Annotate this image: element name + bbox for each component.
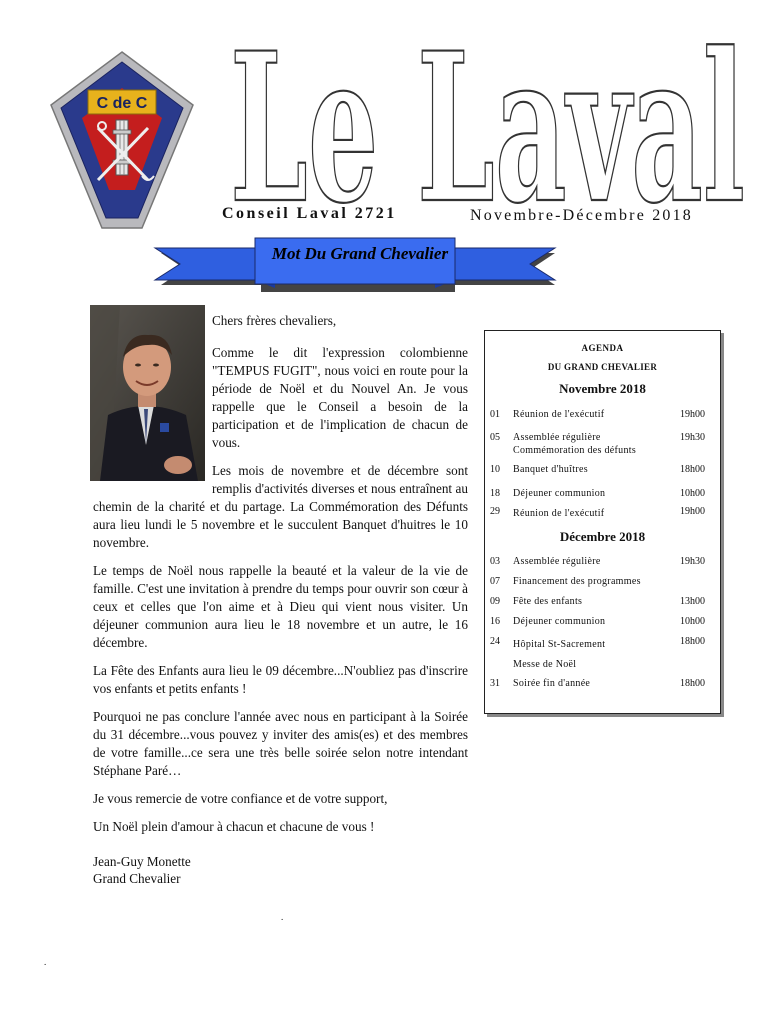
agenda-day: 01 <box>490 409 500 420</box>
agenda-time: 19h30 <box>680 556 705 567</box>
signature-name: Jean-Guy Monette <box>93 854 191 869</box>
agenda-time: 18h00 <box>680 636 705 647</box>
letter-paragraph: Comme le dit l'expression colombienne "TEMPUS FUGIT", nous voici en route pour la période de Noël et du Nouvel An. Je vous rappelle que le Conseil a besoin de la participation et de l'implication de chacun de vous. <box>212 345 468 450</box>
banner-heading: Mot Du Grand Chevalier <box>271 244 449 263</box>
agenda-event <box>513 635 673 675</box>
agenda-event: Assemblée régulière <box>513 556 601 567</box>
agenda-event: Réunion de l'exécutif <box>513 508 605 519</box>
council-logo <box>50 50 195 230</box>
agenda-day: 18 <box>490 488 500 499</box>
signature-title: Grand Chevalier <box>93 871 181 886</box>
agenda-day: 24 <box>490 636 500 647</box>
letter-paragraph: Le temps de Noël nous rappelle la beauté et la valeur de la vie de famille. C'est une invitation à prendre du temps pour ouvrir son cœur à ceux et celles que l'on aime et à Dieu qui vient nous visiter. Un déjeuner communion aura lieu le 18 novembre et un autre, le 16 décembre. <box>93 563 468 650</box>
letter-paragraph: Les mois de novembre et de décembre sont remplis d'activités diverses et nous entraînent au chemin de la charité et du partage. La Commémoration des Défunts aura lieu lundi le 5 novembre et le succulent Banquet d'huitres le 10 novembre. <box>93 463 468 550</box>
svg-text:Le Laval: Le Laval <box>230 22 745 217</box>
agenda-day: 05 <box>490 432 500 443</box>
letter-closing: Un Noël plein d'amour à chacun et chacune de vous ! <box>93 819 375 834</box>
letter-paragraph: Je vous remercie de votre confiance et de votre support, <box>93 791 388 806</box>
agenda-time: 13h00 <box>680 596 705 607</box>
agenda-subtitle: DU GRAND CHEVALIER <box>547 362 658 372</box>
letter-paragraph: La Fête des Enfants aura lieu le 09 décembre...N'oubliez pas d'inscrire vos enfants et petits enfants ! <box>93 663 468 696</box>
agenda-time: 18h00 <box>680 678 705 689</box>
stray-mark: . <box>44 957 47 967</box>
agenda-event-line: Commémoration des défunts <box>513 445 637 456</box>
agenda-time: 10h00 <box>680 616 705 627</box>
agenda-day: 16 <box>490 616 500 627</box>
agenda-time: 19h00 <box>680 409 705 420</box>
letter-paragraph: Pourquoi ne pas conclure l'année avec nous en participant à la Soirée du 31 décembre...vous pouvez y inviter des amis(es) et des membres de votre famille...ce sera une très belle soirée selon notre intendant Stéphane Paré… <box>93 709 468 778</box>
agenda-event: Financement des programmes <box>513 576 641 587</box>
agenda-day: 29 <box>490 506 500 517</box>
agenda-event-line: Assemblée régulière <box>513 432 601 443</box>
agenda-box <box>484 330 721 714</box>
stray-mark: . <box>281 912 284 922</box>
agenda-title: AGENDA <box>581 343 624 353</box>
agenda-event: Déjeuner communion <box>513 616 606 627</box>
agenda-event <box>513 431 673 457</box>
agenda-event: Soirée fin d'année <box>513 678 591 689</box>
agenda-month-december: Décembre 2018 <box>559 529 646 544</box>
agenda-time: 19h30 <box>680 432 705 443</box>
agenda-event: Déjeuner communion <box>513 488 606 499</box>
photo-spacer <box>93 312 212 490</box>
agenda-event: Réunion de l'exécutif <box>513 409 605 420</box>
issue-date: Novembre-Décembre 2018 <box>470 207 693 224</box>
agenda-time: 18h00 <box>680 464 705 475</box>
agenda-day: 07 <box>490 576 500 587</box>
agenda-time: 19h00 <box>680 506 705 517</box>
agenda-event-line: Messe de Noël <box>513 659 577 670</box>
agenda-day: 31 <box>490 678 500 689</box>
agenda-day: 10 <box>490 464 500 475</box>
agenda-event-line: Hôpital St-Sacrement <box>513 639 606 650</box>
letter-body <box>93 312 468 846</box>
masthead-title <box>230 22 750 217</box>
signature-block <box>93 853 191 887</box>
agenda-event: Fête des enfants <box>513 596 583 607</box>
letter-greeting: Chers frères chevaliers, <box>212 313 337 328</box>
agenda-event: Banquet d'huîtres <box>513 464 588 475</box>
agenda-month-november: Novembre 2018 <box>559 381 646 396</box>
logo-lettering: C de C <box>96 95 148 112</box>
agenda-time: 10h00 <box>680 488 705 499</box>
agenda-day: 09 <box>490 596 500 607</box>
council-name: Conseil Laval 2721 <box>222 205 397 222</box>
agenda-day: 03 <box>490 556 500 567</box>
